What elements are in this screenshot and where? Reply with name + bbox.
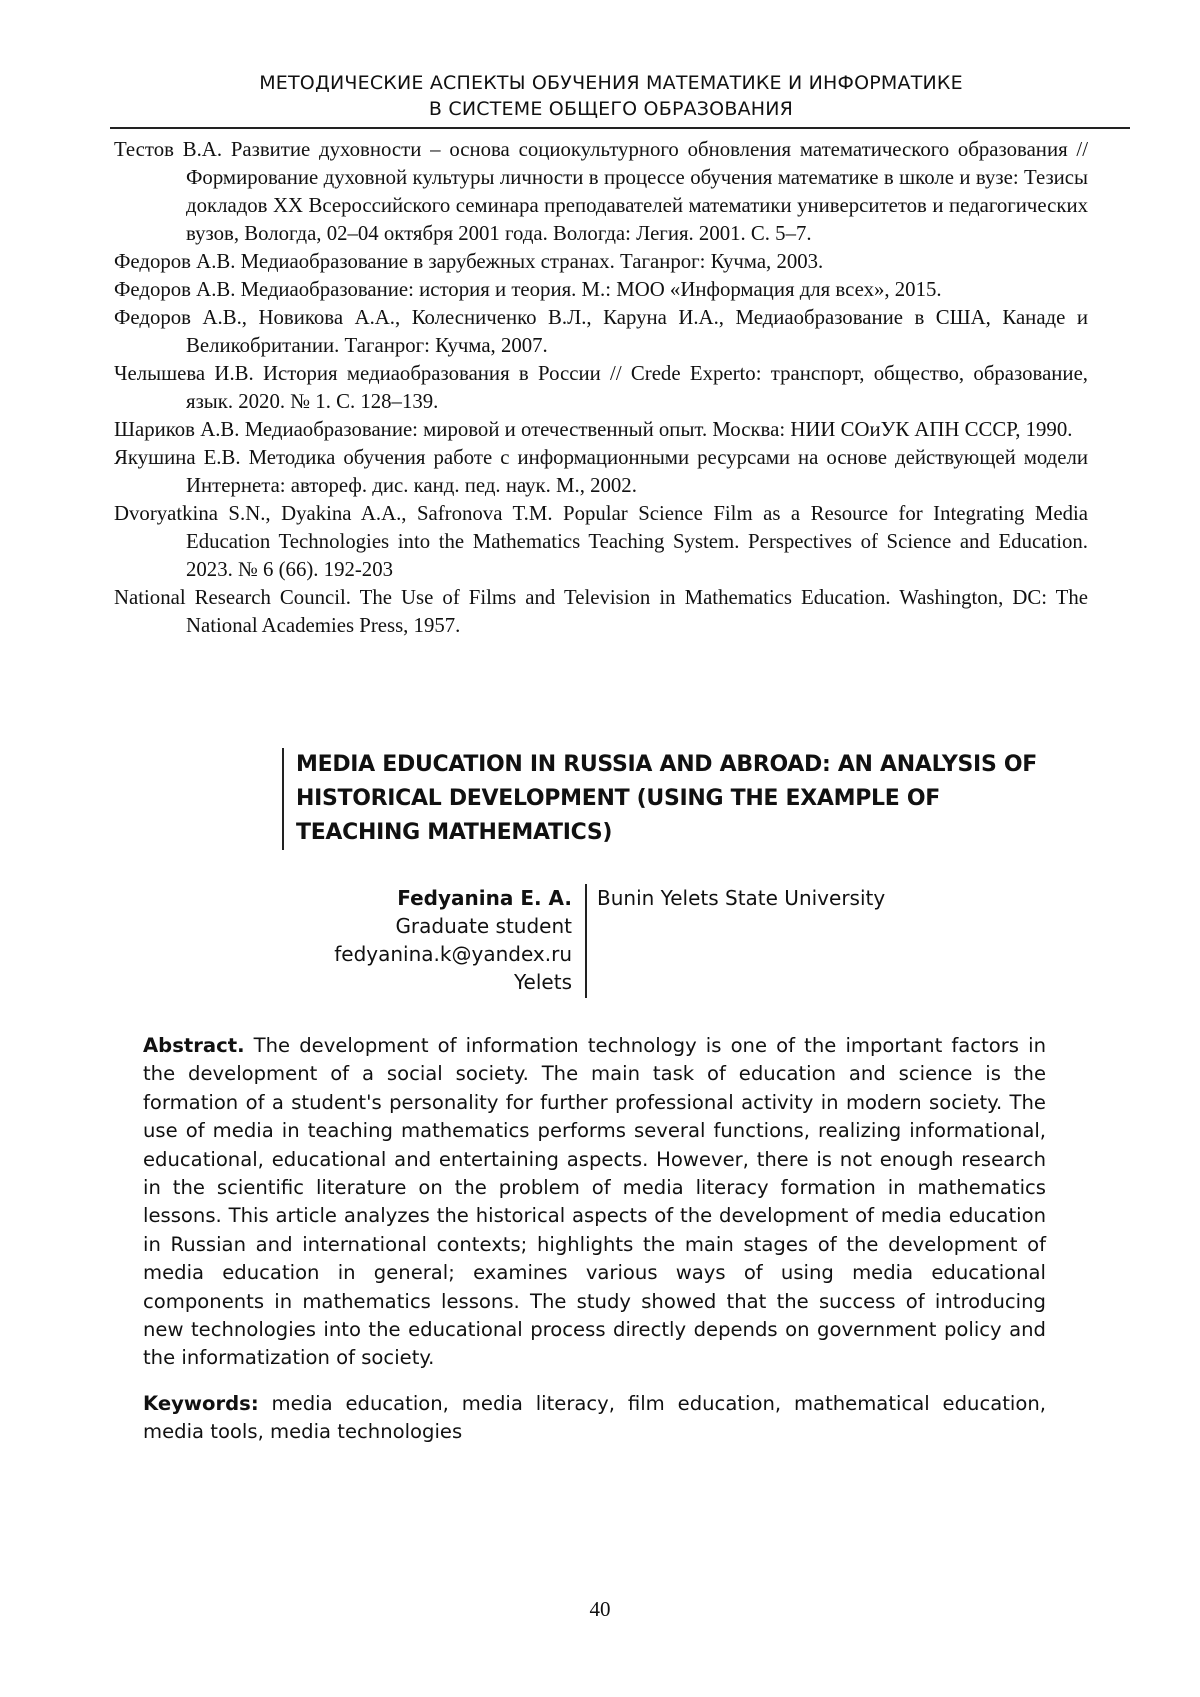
- article-title-line-3: TEACHING MATHEMATICS): [296, 820, 613, 845]
- author-name: Fedyanina E. A.: [397, 886, 572, 910]
- abstract-label: Abstract.: [143, 1034, 245, 1057]
- keywords-text: media education, media literacy, film education, mathematical education, media tools, media technologies: [143, 1392, 1046, 1444]
- keywords-label: Keywords:: [143, 1392, 259, 1415]
- author-info: [280, 884, 572, 996]
- reference-item: Шариков А.В. Медиаобразование: мировой и отечественный опыт. Москва: НИИ СОиУК АПН СССР, 1990.: [114, 418, 1073, 441]
- reference-item: Челышева И.В. История медиаобразования в России // Crede Experto: транспорт, общество, образование, язык. 2020. № 1. С. 128–139.: [114, 362, 1088, 413]
- article-title: [282, 748, 1096, 850]
- reference-item: Федоров А.В. Медиаобразование в зарубежных странах. Таганрог: Кучма, 2003.: [114, 250, 824, 273]
- reference-item: National Research Council. The Use of Films and Television in Mathematics Education. Washington, DC: The National Academies Press, 1957.: [114, 586, 1088, 637]
- reference-item: Федоров А.В. Медиаобразование: история и теория. М.: МОО «Информация для всех», 2015.: [114, 278, 942, 301]
- abstract-text: The development of information technology is one of the important factors in the development of a social society. The main task of education and science is the formation of a student's personality for further professional activity in modern society. The use of media in teaching mathematics performs several functions, realizing informational, educational, educational and entertaining aspects. However, there is not enough research in the scientific literature on the problem of media literacy formation in mathematics lessons. This article analyzes the historical aspects of the development of media education in Russian and international contexts; highlights the main stages of the development of media education in general; examines various ways of using media educational components in mathematics lessons. The study showed that the success of introducing new technologies into the educational process directly depends on government policy and the informatization of society.: [143, 1034, 1047, 1370]
- author-divider: [585, 884, 587, 998]
- running-header-line-2: В СИСТЕМЕ ОБЩЕГО ОБРАЗОВАНИЯ: [428, 98, 794, 120]
- header-rule: [110, 127, 1130, 129]
- article-title-line-1: MEDIA EDUCATION IN RUSSIA AND ABROAD: AN ANALYSIS OF: [296, 752, 1037, 777]
- reference-item: Dvoryatkina S.N., Dyakina A.A., Safronova T.M. Popular Science Film as a Resource for Integrating Media Education Technologies into the Mathematics Teaching System. Perspectives of Science and Education. 2023. № 6 (66). 192-203: [114, 502, 1088, 581]
- reference-item: Тестов В.А. Развитие духовности – основа социокультурного обновления математического образования // Формирование духовной культуры личности в процессе обучения математике в школе и вузе: Тезисы докладов XX Всероссийского семинара преподавателей математики университетов и педагогических вузов, Вологда, 02–04 октября 2001 года. Вологда: Легия. 2001. С. 5–7.: [114, 138, 1088, 245]
- author-position: Graduate student: [395, 914, 572, 938]
- author-affiliation: Bunin Yelets State University: [597, 886, 886, 910]
- reference-item: Федоров А.В., Новикова А.А., Колесниченко В.Л., Каруна И.А., Медиаобразование в США, Канаде и Великобритании. Таганрог: Кучма, 2007.: [114, 306, 1088, 357]
- reference-list: [114, 136, 1088, 640]
- running-header: [110, 70, 1112, 122]
- running-header-line-1: МЕТОДИЧЕСКИЕ АСПЕКТЫ ОБУЧЕНИЯ МАТЕМАТИКЕ И ИНФОРМАТИКЕ: [259, 72, 963, 94]
- reference-item: Якушина Е.В. Методика обучения работе с информационными ресурсами на основе действующей модели Интернета: автореф. дис. канд. пед. наук. М., 2002.: [114, 446, 1088, 497]
- author-city: Yelets: [514, 970, 572, 994]
- keywords: [143, 1390, 1046, 1447]
- page-number: 40: [589, 1597, 611, 1621]
- article-title-line-2: HISTORICAL DEVELOPMENT (USING THE EXAMPLE OF: [296, 786, 940, 811]
- author-email[interactable]: fedyanina.k@yandex.ru: [334, 942, 572, 966]
- abstract: [143, 1032, 1046, 1373]
